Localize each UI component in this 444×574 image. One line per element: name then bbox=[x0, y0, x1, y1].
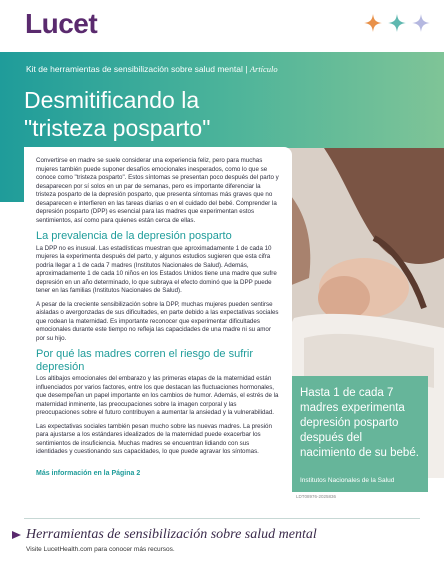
statistic-text: Hasta 1 de cada 7 madres experimenta depresión posparto después del nacimiento de su bebé. bbox=[300, 387, 419, 459]
footer-title: Herramientas de sensibilización sobre salud mental bbox=[26, 527, 317, 542]
orange-star-icon bbox=[364, 14, 382, 32]
teal-star-icon bbox=[388, 14, 406, 32]
page-title bbox=[24, 86, 324, 142]
statistic-source: Institutos Nacionales de la Salud bbox=[300, 477, 395, 484]
title-line-2: "tristeza posparto" bbox=[24, 115, 211, 141]
risk-paragraph-1: Los altibajos emocionales del embarazo y las primeras etapas de la maternidad están influenciados por varios factores, entre los que destacan las fluctuaciones hormonales, que desempeñan un papel importante en los cambios de humor. Además, el estrés de la maternidad inminente, las preocupaciones sobre la imagen corporal y las preocupaciones sobre el futuro contribuyen a aumentar la ansiedad y la vulnerabilidad. bbox=[36, 375, 279, 416]
footer-divider bbox=[24, 518, 420, 519]
article-body bbox=[24, 147, 292, 513]
statistic-card bbox=[292, 376, 428, 492]
photo-credit: LDT08976-2025836 bbox=[296, 494, 337, 499]
section-heading-prevalence: La prevalencia de la depresión posparto bbox=[36, 230, 232, 242]
kicker-type: Artículo bbox=[249, 64, 278, 74]
more-info-link[interactable]: Más información en la Página 2 bbox=[36, 469, 141, 477]
decorative-stars bbox=[364, 14, 430, 32]
footer-bullet-icon bbox=[12, 530, 22, 540]
prevalence-paragraph-2: A pesar de la creciente sensibilización sobre la DPP, muchas mujeres pueden sentirse aisladas o avergonzadas de sus dificultades, en parte debido a las expectativas sociales que rodean la maternidad. Es importante reconocer que experimentar dificultades emocionales durante este tiempo no refleja las capacidades de una madre ni su amor por su hijo. bbox=[36, 300, 279, 342]
footer-subtitle: Visite LucetHealth.com para conocer más recursos. bbox=[26, 546, 175, 553]
section-heading-risk: Por qué las madres corren el riesgo de sufrir depresión bbox=[36, 348, 254, 373]
kicker-label: Kit de herramientas de sensibilización sobre salud mental | bbox=[26, 64, 250, 74]
risk-paragraph-2: Las expectativas sociales también pesan mucho sobre las nuevas madres. La presión para ajustarse a los estándares idealizados de la maternidad puede exacerbar los sentimientos de insuficiencia. Muchas madres se encuentran lidiando con sus identidades y cuestionando sus capacidades, lo que puede agravar los síntomas. bbox=[36, 422, 272, 455]
title-line-1: Desmitificando la bbox=[24, 87, 200, 113]
prevalence-paragraph-1: La DPP no es inusual. Las estadísticas muestran que aproximadamente 1 de cada 10 mujeres la experimenta después del parto, y algunos estudios sugieren que esta cifra podría llegar a 1 de cada 7 madres (Institutos Nacionales de Salud). Además, aproximadamente 1 de cada 10 niños en los Estados Unidos tiene una madre que sufre depresión en un año determinado, lo que subraya el efecto dominó que la DPP puede tener en las familias (Institutos Nacionales de Salud). bbox=[36, 244, 277, 294]
kicker-text bbox=[26, 64, 278, 74]
lavender-star-icon bbox=[412, 14, 430, 32]
lucet-logo: Lucet bbox=[25, 8, 98, 39]
intro-paragraph: Convertirse en madre se suele considerar una experiencia feliz, pero para muchas mujeres también puede suponer desafíos emocionales inesperados, como lo que se conoce como "tristeza posparto". Estos síntomas se presentan poco después del parto y desaparecen por sí solos en un par de semanas, pero es importante diferenciar la tristeza posparto de la depresión posparto, que presenta síntomas más graves que no desaparecen e interfieren en las tareas diarias o en el cuidado del bebé. Comprender la depresión posparto (DPP) es esencial para las madres que experimentan estos sentimientos, así como para quienes están cerca de ellas. bbox=[36, 157, 279, 224]
